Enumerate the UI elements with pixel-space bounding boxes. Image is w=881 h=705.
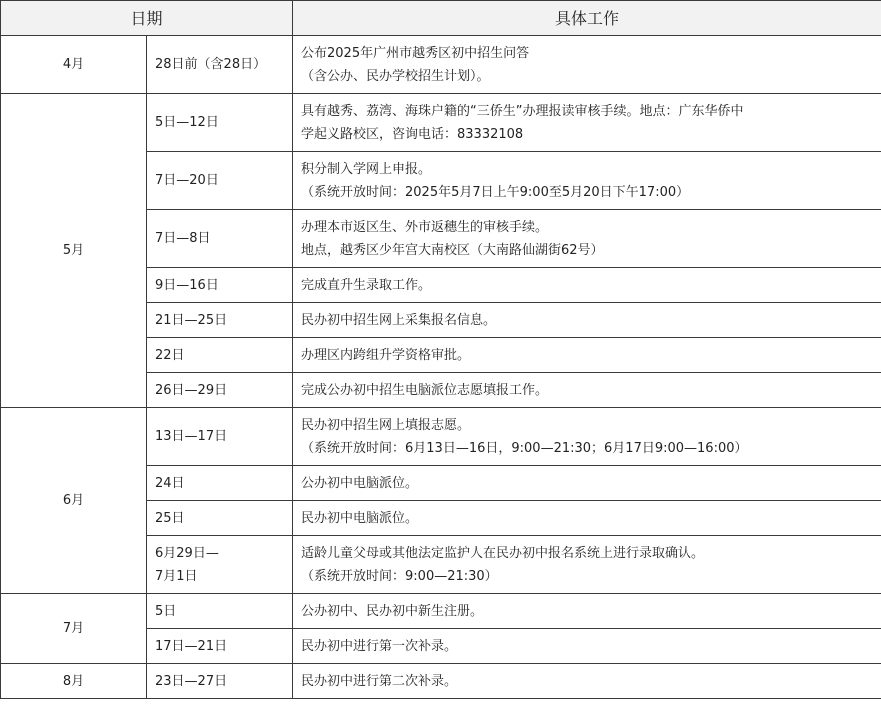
work-cell: 民办初中招生网上填报志愿。 （系统开放时间：6月13日—16日，9:00—21:30；6月17日9:00—16:00） xyxy=(293,408,881,466)
table-header-row xyxy=(1,1,881,36)
day-cell: 28日前（含28日） xyxy=(147,36,293,94)
month-cell-apr: 4月 xyxy=(1,36,147,94)
month-cell-jun: 6月 xyxy=(1,408,147,594)
work-cell: 具有越秀、荔湾、海珠户籍的“三侨生”办理报读审核手续。地点：广东华侨中 学起义路校区，咨询电话：83332108 xyxy=(293,94,881,152)
day-cell: 21日—25日 xyxy=(147,303,293,338)
day-cell: 13日—17日 xyxy=(147,408,293,466)
day-cell: 26日—29日 xyxy=(147,373,293,408)
work-cell: 民办初中招生网上采集报名信息。 xyxy=(293,303,881,338)
day-cell: 5日—12日 xyxy=(147,94,293,152)
work-cell: 积分制入学网上申报。 （系统开放时间：2025年5月7日上午9:00至5月20日下午17:00） xyxy=(293,152,881,210)
table-row xyxy=(1,36,881,94)
work-cell: 公布2025年广州市越秀区初中招生问答 （含公办、民办学校招生计划）。 xyxy=(293,36,881,94)
work-cell: 办理本市返区生、外市返穗生的审核手续。 地点，越秀区少年宫大南校区（大南路仙湖街62号） xyxy=(293,210,881,268)
day-cell: 5日 xyxy=(147,594,293,629)
work-cell: 公办初中、民办初中新生注册。 xyxy=(293,594,881,629)
table-row xyxy=(1,594,881,629)
work-cell: 民办初中进行第一次补录。 xyxy=(293,629,881,664)
day-cell: 9日—16日 xyxy=(147,268,293,303)
work-cell: 民办初中电脑派位。 xyxy=(293,501,881,536)
work-cell: 完成公办初中招生电脑派位志愿填报工作。 xyxy=(293,373,881,408)
month-cell-may: 5月 xyxy=(1,94,147,408)
work-cell: 办理区内跨组升学资格审批。 xyxy=(293,338,881,373)
month-cell-jul: 7月 xyxy=(1,594,147,664)
table-row xyxy=(1,664,881,699)
day-cell: 7日—20日 xyxy=(147,152,293,210)
header-work: 具体工作 xyxy=(293,1,881,36)
day-cell: 6月29日— 7月1日 xyxy=(147,536,293,594)
day-cell: 24日 xyxy=(147,466,293,501)
work-cell: 完成直升生录取工作。 xyxy=(293,268,881,303)
table-row xyxy=(1,408,881,466)
header-date: 日期 xyxy=(1,1,293,36)
work-cell: 民办初中进行第二次补录。 xyxy=(293,664,881,699)
work-cell: 适龄儿童父母或其他法定监护人在民办初中报名系统上进行录取确认。 （系统开放时间：9:00—21:30） xyxy=(293,536,881,594)
work-cell: 公办初中电脑派位。 xyxy=(293,466,881,501)
day-cell: 23日—27日 xyxy=(147,664,293,699)
month-cell-aug: 8月 xyxy=(1,664,147,699)
day-cell: 25日 xyxy=(147,501,293,536)
day-cell: 17日—21日 xyxy=(147,629,293,664)
day-cell: 7日—8日 xyxy=(147,210,293,268)
table-row xyxy=(1,94,881,152)
day-cell: 22日 xyxy=(147,338,293,373)
